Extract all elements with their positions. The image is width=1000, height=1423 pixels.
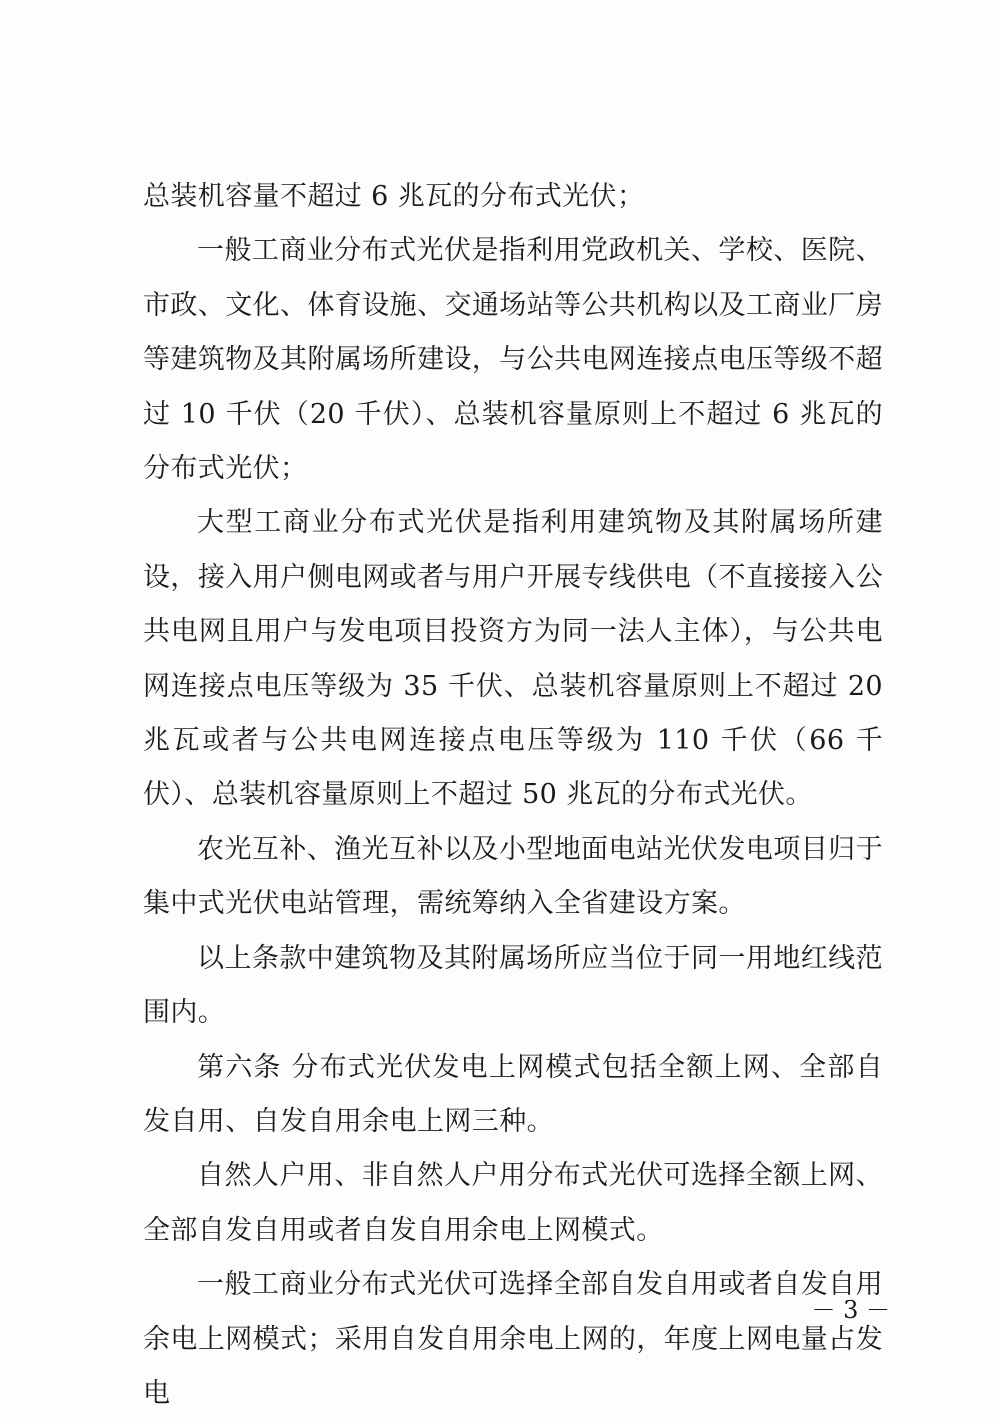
- page-number: － 3 －: [811, 1296, 890, 1324]
- paragraph-article-six: 第六条 分布式光伏发电上网模式包括全额上网、全部自发自用、自发自用余电上网三种。: [143, 1051, 883, 1137]
- paragraph-residential-modes: 自然人户用、非自然人户用分布式光伏可选择全额上网、全部自发自用或者自发自用余电上网模式。: [143, 1160, 883, 1246]
- paragraph-large-commercial: 大型工商业分布式光伏是指利用建筑物及其附属场所建设，接入用户侧电网或者与用户开展专线供电（不直接接入公共电网且用户与发电项目投资方为同一法人主体），与公共电网连接点电压等级为 35 千伏、总装机容量原则上不超过 20 兆瓦或者与公共电网连接点电压等级为 110 千伏（66 千伏）、总装机容量原则上不超过 50 兆瓦的分布式光伏。: [143, 507, 883, 811]
- paragraph-continuation: 总装机容量不超过 6 兆瓦的分布式光伏；: [143, 181, 645, 212]
- paragraph-agri-fishery: 农光互补、渔光互补以及小型地面电站光伏发电项目归于集中式光伏电站管理，需统筹纳入全省建设方案。: [143, 833, 883, 920]
- paragraph-land-boundary: 以上条款中建筑物及其附属场所应当位于同一用地红线范围内。: [143, 942, 883, 1029]
- paragraph-commercial-modes: 一般工商业分布式光伏可选择全部自发自用或者自发自用余电上网模式；采用自发自用余电上网的，年度上网电量占发电: [143, 1269, 883, 1409]
- document-body: [143, 170, 883, 1421]
- paragraph-general-commercial: 一般工商业分布式光伏是指利用党政机关、学校、医院、市政、文化、体育设施、交通场站等公共机构以及工商业厂房等建筑物及其附属场所建设，与公共电网连接点电压等级不超过 10 千伏（20 千伏）、总装机容量原则上不超过 6 兆瓦的分布式光伏；: [143, 235, 883, 485]
